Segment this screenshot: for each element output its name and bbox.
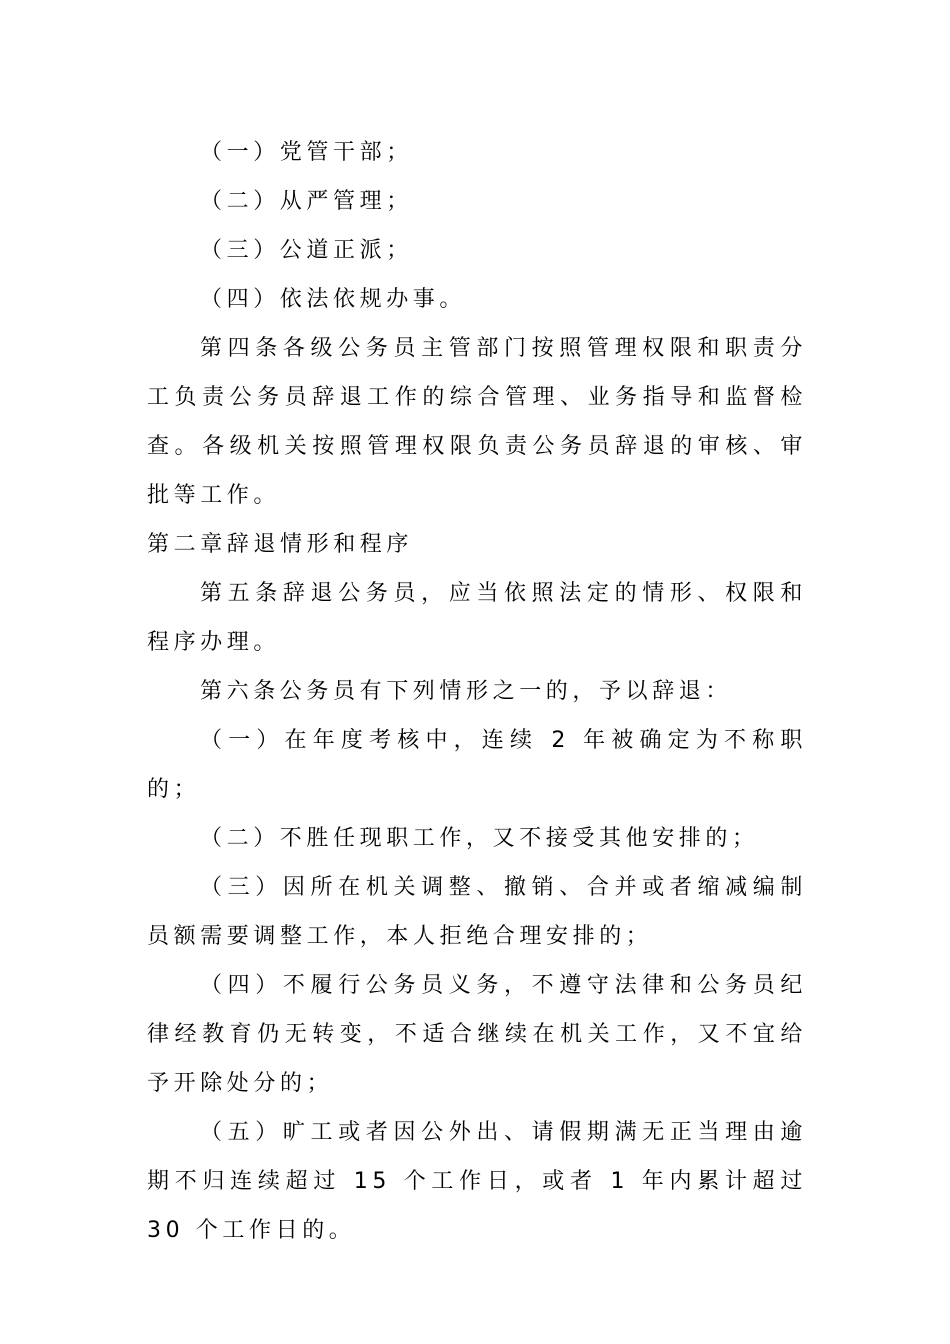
article-6: 第六条公务员有下列情形之一的，予以辞退： (200, 679, 733, 704)
chapter-2-heading: 第二章辞退情形和程序 (147, 532, 414, 557)
principle-item-2: （二）从严管理； (200, 189, 413, 214)
article-4: 第四条各级公务员主管部门按照管理权限和职责分工负责公务员辞退工作的综合管理、业务指导和监督检查。各级机关按照管理权限负责公务员辞退的审核、审批等工作。 (147, 336, 807, 508)
principle-item-3: （三）公道正派； (200, 238, 413, 263)
article-6-item-5: （五）旷工或者因公外出、请假期满无正当理由逾期不归连续超过 15 个工作日，或者 1 年内累计超过 30 个工作日的。 (147, 1120, 807, 1243)
article-5: 第五条辞退公务员，应当依照法定的情形、权限和程序办理。 (147, 581, 807, 655)
article-6-item-3: （三）因所在机关调整、撤销、合并或者缩减编制员额需要调整工作，本人拒绝合理安排的； (147, 875, 807, 949)
document-body (147, 128, 807, 1255)
article-6-item-4: （四）不履行公务员义务，不遵守法律和公务员纪律经教育仍无转变，不适合继续在机关工作，又不宜给予开除处分的； (147, 973, 807, 1096)
principle-item-4: （四）依法依规办事。 (200, 287, 467, 312)
principle-item-1: （一）党管干部； (200, 140, 413, 165)
article-6-item-1: （一）在年度考核中，连续 2 年被确定为不称职的； (147, 728, 807, 802)
article-6-item-2: （二）不胜任现职工作，又不接受其他安排的； (200, 826, 759, 851)
